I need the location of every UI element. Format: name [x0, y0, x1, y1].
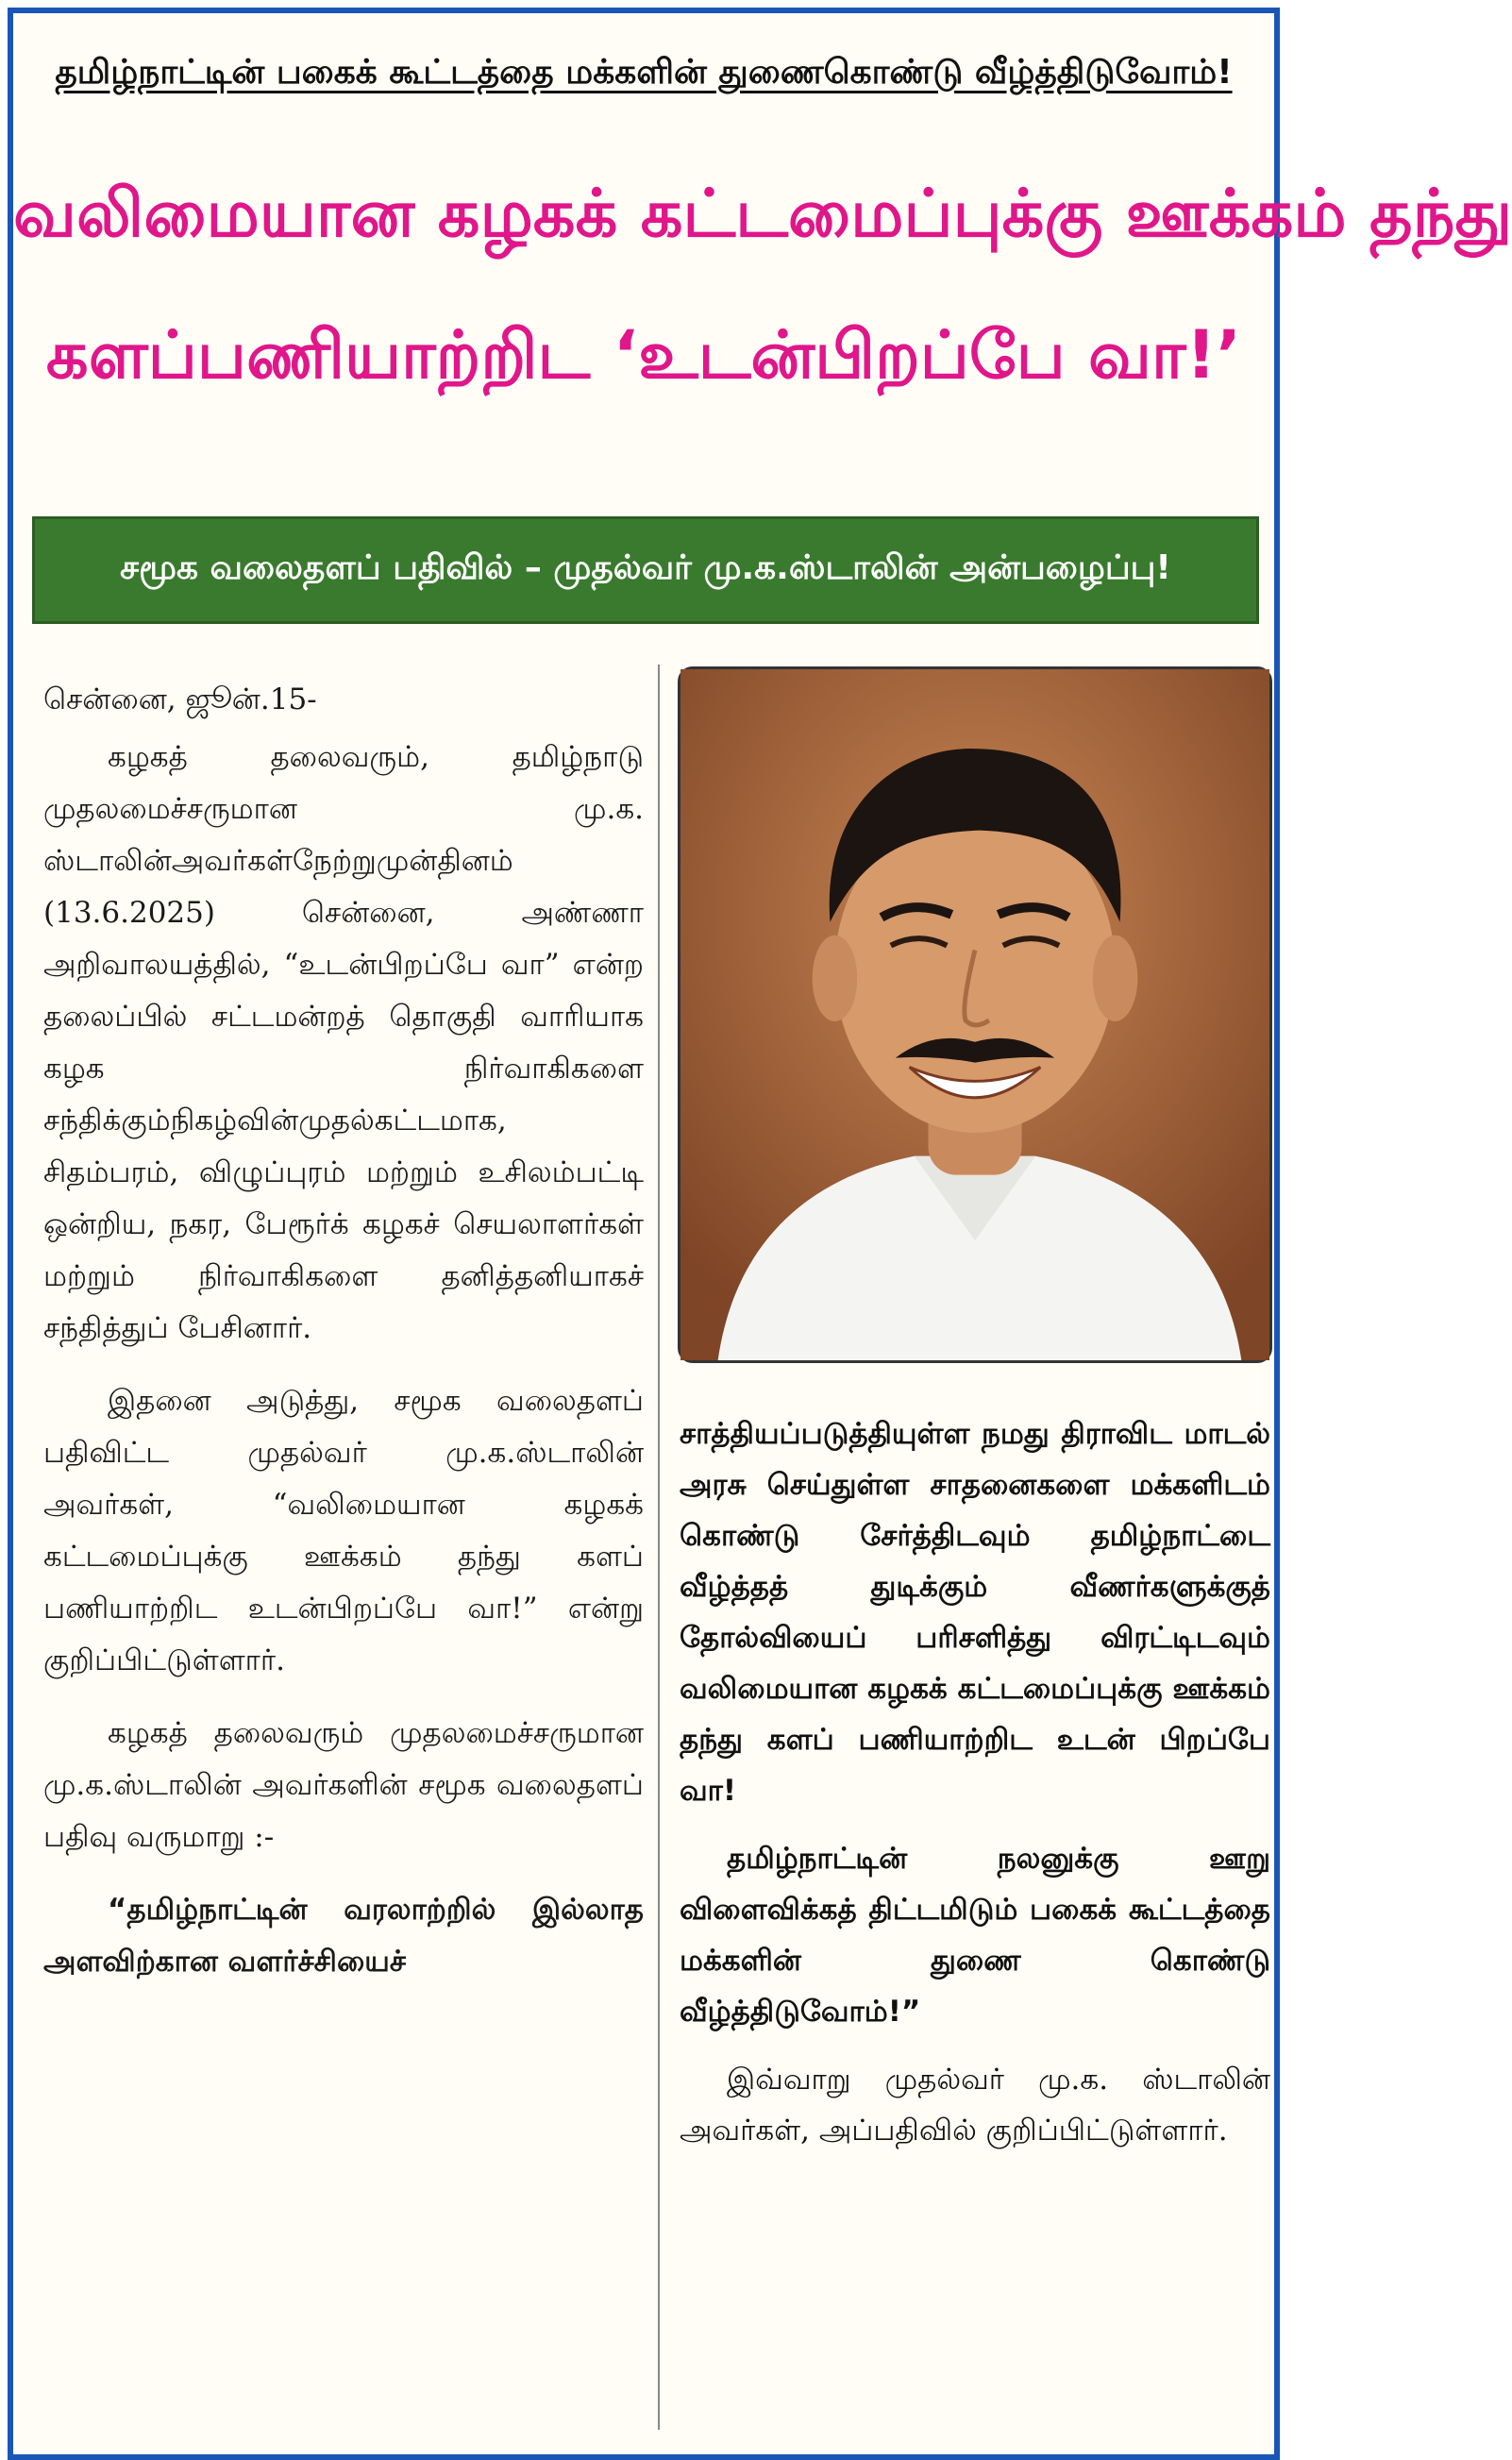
quote-opening: “தமிழ்நாட்டின் வரலாற்றில் இல்லாத அளவிற்கான வளர்ச்சியைச்: [43, 1893, 644, 1979]
portrait-photo: [678, 666, 1272, 1363]
quote-continuation: சாத்தியப்படுத்தியுள்ள நமது திராவிட மாடல் அரசு செய்துள்ள சாதனைகளை மக்களிடம் கொண்டு சேர்த்திடவும் தமிழ்நாட்டை வீழ்த்தத் துடிக்கும் வீணர்களுக்குத் தோல்வியைப் பரிசளித்து விரட்டிடவும் வலிமையான கழகக் கட்டமைப்புக்கு ஊக்கம் தந்து களப் பணியாற்றிட உடன் பிறப்பே வா!: [680, 1417, 1270, 1808]
subheading-banner: [32, 516, 1259, 624]
article-paragraph-1: கழகத் தலைவரும், தமிழ்நாடு முதலமைச்சருமான மு.க. ஸ்டாலின்அவர்கள்நேற்றுமுன்தினம் (13.6.2025) சென்னை, அண்ணா அறிவாலயத்தில், “உடன்பிறப்பே வா” என்ற தலைப்பில் சட்டமன்றத் தொகுதி வாரியாக கழக நிர்வாகிகளை சந்திக்கும்நிகழ்வின்முதல்கட்டமாக, சிதம்பரம், விழுப்புரம் மற்றும் உசிலம்பட்டி ஒன்றிய, நகர, பேரூர்க் கழகச் செயலாளர்கள் மற்றும் நிர்வாகிகளை தனித்தனியாகச் சந்தித்துப் பேசினார்.: [43, 740, 644, 1345]
kicker-line: தமிழ்நாட்டின் பகைக் கூட்டத்தை மக்களின் துணைகொண்டு வீழ்த்திடுவோம்!: [55, 53, 1233, 92]
article-paragraph-2: இதனை அடுத்து, சமூக வலைதளப் பதிவிட்ட முதல்வர் மு.க.ஸ்டாலின் அவர்கள், “வலிமையான கழகக் கட்டமைப்புக்கு ஊக்கம் தந்து களப் பணியாற்றிட உடன்பிறப்பே வா!” என்று குறிப்பிட்டுள்ளார்.: [43, 1384, 644, 1677]
article-paragraph-3: கழகத் தலைவரும் முதலமைச்சருமான மு.க.ஸ்டாலின் அவர்களின் சமூக வலைதளப் பதிவு வருமாறு :-: [43, 1716, 644, 1854]
banner-text: சமூக வலைதளப் பதிவில் – முதல்வர் மு.க.ஸ்டாலின் அன்பழைப்பு!: [120, 548, 1171, 587]
portrait-illustration: [680, 669, 1269, 1360]
column-divider: [658, 665, 660, 2430]
dateline: சென்னை, ஜூன்.15-: [43, 682, 317, 716]
article-right-column: [680, 1408, 1270, 2173]
headline-line-1: வலிமையான கழகக் கட்டமைப்புக்கு ஊக்கம் தந்து: [13, 175, 1512, 252]
newspaper-clipping: [8, 8, 1512, 2460]
closing-paragraph: இவ்வாறு முதல்வர் மு.க. ஸ்டாலின் அவர்கள், அப்பதிவில் குறிப்பிட்டுள்ளார்.: [680, 2063, 1270, 2148]
article-left-column: [43, 674, 644, 2009]
quote-closing: தமிழ்நாட்டின் நலனுக்கு ஊறு விளைவிக்கத் திட்டமிடும் பகைக் கூட்டத்தை மக்களின் துணை கொண்டு வீழ்த்திடுவோம்!”: [680, 1842, 1270, 2029]
headline-line-2: களப்பணியாற்றிட ‘உடன்பிறப்பே வா!’: [45, 316, 1242, 394]
